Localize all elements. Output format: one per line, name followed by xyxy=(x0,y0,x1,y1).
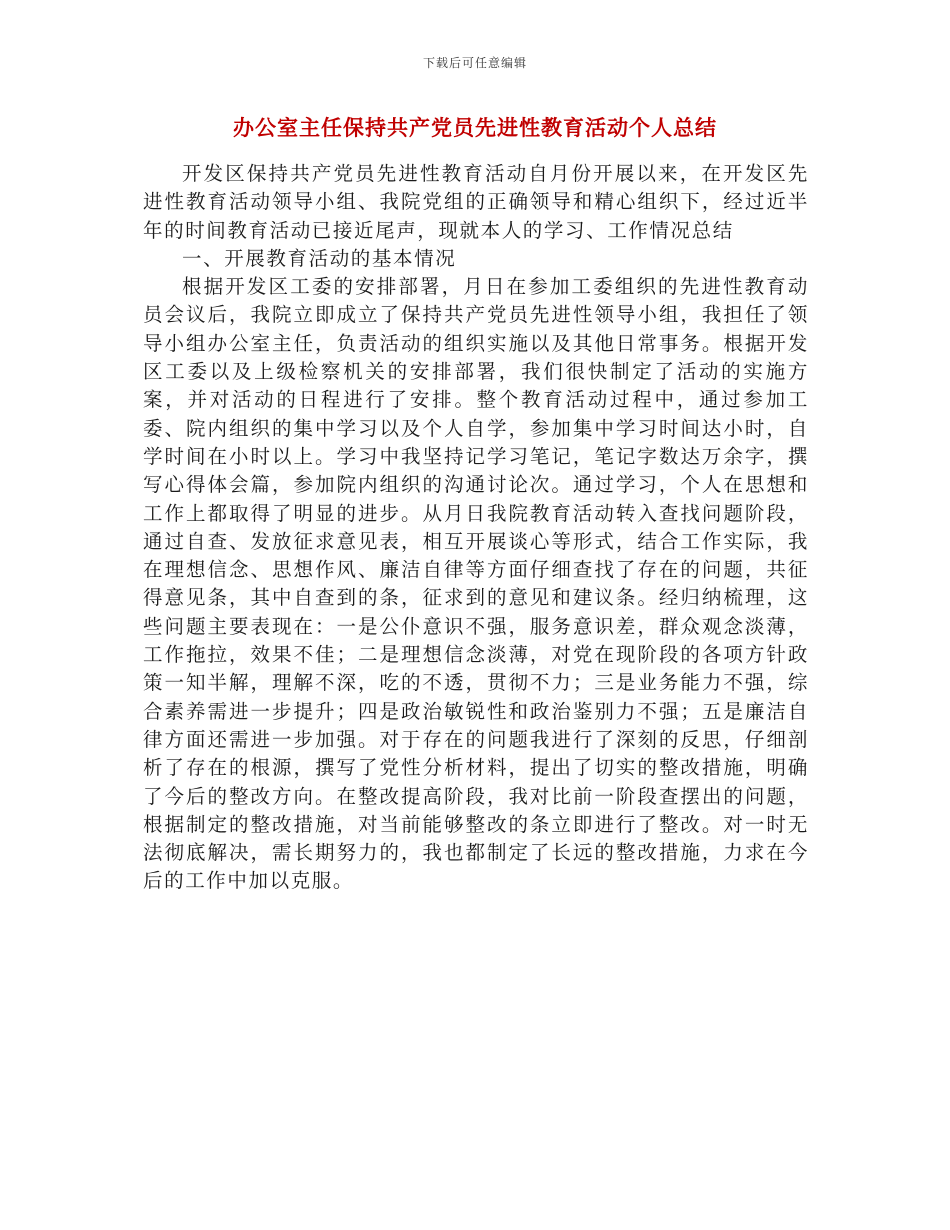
paragraph-intro: 开发区保持共产党员先进性教育活动自月份开展以来，在开发区先进性教育活动领导小组、我院党组的正确领导和精心组织下，经过近半年的时间教育活动已接近尾声，现就本人的学习、工作情况总结 xyxy=(143,162,809,242)
paragraph-main: 根据开发区工委的安排部署，月日在参加工委组织的先进性教育动员会议后，我院立即成立了保持共产党员先进性领导小组，我担任了领导小组办公室主任，负责活动的组织实施以及其他日常事务。根据开发区工委以及上级检察机关的安排部署，我们很快制定了活动的实施方案，并对活动的日程进行了安排。整个教育活动过程中，通过参加工委、院内组织的集中学习以及个人自学，参加集中学习时间达小时，自学时间在小时以上。学习中我坚持记学习笔记，笔记字数达万余字，撰写心得体会篇，参加院内组织的沟通讨论次。通过学习，个人在思想和工作上都取得了明显的进步。从月日我院教育活动转入查找问题阶段，通过自查、发放征求意见表，相互开展谈心等形式，结合工作实际，我在理想信念、思想作风、廉洁自律等方面仔细查找了存在的问题，共征得意见条，其中自查到的条，征求到的意见和建议条。经归纳梳理，这些问题主要表现在：一是公仆意识不强，服务意识差，群众观念淡薄，工作拖拉，效果不佳；二是理想信念淡薄，对党在现阶段的各项方针政策一知半解，理解不深，吃的不透，贯彻不力；三是业务能力不强，综合素养需进一步提升；四是政治敏锐性和政治鉴别力不强；五是廉洁自律方面还需进一步加强。对于存在的问题我进行了深刻的反思，仔细剖析了存在的根源，撰写了党性分析材料，提出了切实的整改措施，明确了今后的整改方向。在整改提高阶段，我对比前一阶段查摆出的问题，根据制定的整改措施，对当前能够整改的条立即进行了整改。对一时无法彻底解决，需长期努力的，我也都制定了长远的整改措施，力求在今后的工作中加以克服。 xyxy=(143,275,809,893)
document-title: 办公室主任保持共产党员先进性教育活动个人总结 xyxy=(233,115,717,140)
section-heading: 一、开展教育活动的基本情况 xyxy=(182,246,457,270)
document-body xyxy=(143,160,809,896)
header-note: 下载后可任意编辑 xyxy=(422,56,527,70)
